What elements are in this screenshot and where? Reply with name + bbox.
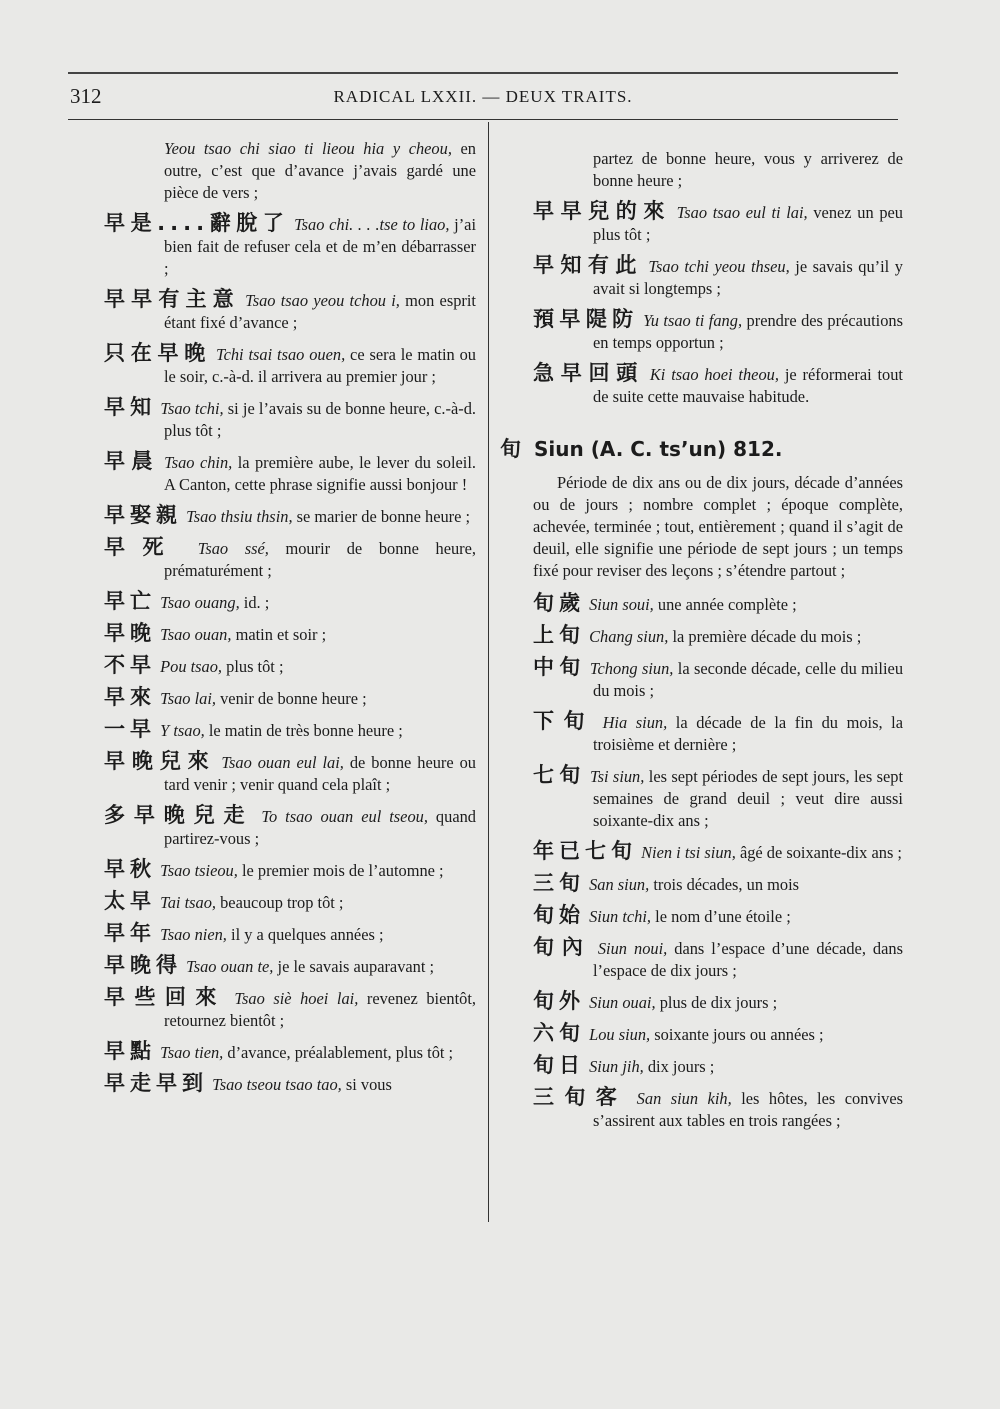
entry-romanization: San siun kih, bbox=[636, 1089, 732, 1108]
dictionary-entry bbox=[533, 710, 903, 756]
dictionary-entry bbox=[104, 954, 476, 978]
entry-gloss: beaucoup trop tôt ; bbox=[220, 893, 344, 912]
dictionary-entry bbox=[104, 986, 476, 1032]
entry-gloss: dans l’espace d’une décade, dans l’espace de dix jours ; bbox=[593, 939, 903, 980]
right-column bbox=[500, 148, 904, 1140]
entry-romanization: Tsi siun, bbox=[590, 767, 645, 786]
dictionary-entry bbox=[533, 362, 903, 408]
header-rule bbox=[68, 119, 898, 120]
entry-gloss: se marier de bonne heure ; bbox=[296, 507, 471, 526]
entry-hanzi: 早知有此 bbox=[533, 253, 643, 277]
entry-romanization: Tsao ouan eul lai, bbox=[221, 753, 344, 772]
entry-gloss: mon esprit étant fixé d’avance ; bbox=[164, 291, 476, 332]
entry-romanization: Siun tchi, bbox=[589, 907, 652, 926]
dictionary-entry bbox=[533, 254, 903, 300]
dictionary-entry bbox=[104, 686, 476, 710]
dictionary-entry bbox=[104, 654, 476, 678]
page-header bbox=[68, 84, 898, 114]
entry-gloss: le premier mois de l’automne ; bbox=[241, 861, 444, 880]
dictionary-entry bbox=[104, 536, 476, 582]
entry-gloss: mourir de bonne heure, prématurément ; bbox=[164, 539, 476, 580]
entry-hanzi: 旬歲 bbox=[533, 591, 585, 615]
entry-gloss: prendre des précautions en temps opportun ; bbox=[593, 311, 903, 352]
entry-gloss: ce sera le matin ou le soir, c.-à-d. il arrivera au premier jour ; bbox=[164, 345, 477, 386]
entry-hanzi: 早年 bbox=[104, 921, 156, 945]
entry-romanization: Tchong siun, bbox=[589, 659, 674, 678]
dictionary-entry bbox=[104, 1040, 476, 1064]
entry-gloss: si vous bbox=[345, 1075, 392, 1094]
entry-romanization: Tsao tsao yeou tchou i, bbox=[245, 291, 400, 310]
section-heading bbox=[500, 438, 903, 460]
entry-romanization: Tsao tsao eul ti lai, bbox=[676, 203, 808, 222]
dictionary-entry bbox=[533, 656, 903, 702]
dictionary-entry bbox=[533, 872, 903, 896]
entry-gloss: les hôtes, les convives s’assirent aux tables en trois rangées ; bbox=[593, 1089, 904, 1130]
dictionary-entry bbox=[533, 308, 903, 354]
entry-gloss: la première aube, le lever du soleil. A Canton, cette phrase signifie aussi bonjour ! bbox=[164, 453, 477, 494]
entry-romanization: Tsao tsieou, bbox=[160, 861, 238, 880]
dictionary-entry bbox=[104, 804, 476, 850]
section-definition: Période de dix ans ou de dix jours, décade d’années ou de jours ; nombre complet ; époque complète, achevée, terminée ; tout, entièrement ; quand il s’agit de deuil, elle signifie une période de sept jours ; un temps fixé pour reviser des leçons ; s’étendre partout ; bbox=[533, 473, 903, 580]
entry-gloss: trois décades, un mois bbox=[653, 875, 799, 894]
entry-gloss: plus de dix jours ; bbox=[659, 993, 778, 1012]
entry-hanzi: 六旬 bbox=[533, 1021, 585, 1045]
dictionary-entry bbox=[533, 990, 903, 1014]
entry-hanzi: 早早有主意 bbox=[104, 287, 240, 311]
entry-gloss: soixante jours ou années ; bbox=[654, 1025, 824, 1044]
entry-hanzi: 旬始 bbox=[533, 903, 585, 927]
dictionary-entry bbox=[104, 718, 476, 742]
entry-hanzi: 早些回來 bbox=[104, 985, 226, 1009]
entry-romanization: Nien i tsi siun, bbox=[641, 843, 736, 862]
entry-hanzi: 早晚兒來 bbox=[104, 749, 216, 773]
dictionary-entry bbox=[104, 890, 476, 914]
entry-hanzi: 早是....辭脫了 bbox=[104, 211, 290, 235]
entry-romanization: Tsao tseou tsao tao, bbox=[212, 1075, 342, 1094]
dictionary-entry bbox=[533, 840, 903, 864]
entry-romanization: Yeou tsao chi siao ti lieou hia y cheou, bbox=[164, 139, 452, 158]
dictionary-entry bbox=[104, 504, 476, 528]
entry-gloss: je le savais auparavant ; bbox=[277, 957, 435, 976]
entry-romanization: Yu tsao ti fang, bbox=[643, 311, 743, 330]
dictionary-entry bbox=[104, 138, 476, 204]
page-number: 312 bbox=[70, 84, 102, 108]
entry-hanzi: 三旬客 bbox=[533, 1085, 628, 1109]
entry-romanization: San siun, bbox=[589, 875, 650, 894]
entry-romanization: Pou tsao, bbox=[160, 657, 223, 676]
dictionary-entry bbox=[533, 1086, 903, 1132]
entry-gloss: en outre, c’est que d’avance j’avais gardé une pièce de vers ; bbox=[164, 139, 477, 202]
entry-romanization: Y tsao, bbox=[160, 721, 205, 740]
entry-romanization: Lou siun, bbox=[589, 1025, 651, 1044]
entry-gloss: j’ai bien fait de refuser cela et de m’en débarrasser ; bbox=[164, 215, 476, 278]
entry-hanzi: 早亡 bbox=[104, 589, 156, 613]
dictionary-entry bbox=[104, 212, 476, 280]
entry-romanization: Chang siun, bbox=[589, 627, 669, 646]
entry-gloss: les sept périodes de sept jours, les sept semaines de grand deuil ; veut dire aussi soixante-dix ans ; bbox=[593, 767, 904, 830]
dictionary-entry bbox=[104, 450, 476, 496]
entry-gloss: la décade de la fin du mois, la troisième et dernière ; bbox=[593, 713, 903, 754]
dictionary-entry bbox=[533, 936, 903, 982]
entry-hanzi: 早秋 bbox=[104, 857, 156, 881]
entry-hanzi: 早娶親 bbox=[104, 503, 182, 527]
entry-romanization: Tsao ssé, bbox=[197, 539, 269, 558]
entry-hanzi: 急早回頭 bbox=[533, 361, 644, 385]
dictionary-entry bbox=[533, 624, 903, 648]
entry-romanization: Tsao ouang, bbox=[160, 593, 240, 612]
entry-gloss: je savais qu’il y avait si longtemps ; bbox=[593, 257, 903, 298]
entry-gloss: il y a quelques années ; bbox=[231, 925, 384, 944]
dictionary-entry bbox=[533, 1022, 903, 1046]
entry-hanzi: 旬內 bbox=[533, 935, 591, 959]
entry-gloss: dix jours ; bbox=[647, 1057, 715, 1076]
right-entries bbox=[533, 148, 903, 408]
entry-romanization: Tsao chin, bbox=[164, 453, 233, 472]
entry-romanization: Tsao chi. . . .tse to liao, bbox=[294, 215, 450, 234]
dictionary-entry bbox=[104, 396, 476, 442]
entry-romanization: Tsao tchi, bbox=[160, 399, 224, 418]
entry-romanization: Tsao thsiu thsin, bbox=[186, 507, 293, 526]
entry-hanzi: 早死 bbox=[104, 535, 182, 559]
entry-hanzi: 早晚得 bbox=[104, 953, 182, 977]
dictionary-entry bbox=[104, 288, 476, 334]
entry-gloss: id. ; bbox=[243, 593, 270, 612]
running-head: RADICAL LXXII. — DEUX TRAITS. bbox=[333, 87, 633, 106]
dictionary-entry bbox=[533, 592, 903, 616]
entry-romanization: Tsao nien, bbox=[160, 925, 227, 944]
entry-gloss: plus tôt ; bbox=[226, 657, 284, 676]
entry-hanzi: 旬外 bbox=[533, 989, 585, 1013]
entry-romanization: Ki tsao hoei theou, bbox=[649, 365, 779, 384]
top-rule bbox=[68, 72, 898, 74]
entry-gloss: d’avance, préalablement, plus tôt ; bbox=[227, 1043, 454, 1062]
entry-gloss: revenez bientôt, retournez bientôt ; bbox=[164, 989, 476, 1030]
entry-romanization: To tsao ouan eul tseou, bbox=[261, 807, 428, 826]
entry-gloss: le matin de très bonne heure ; bbox=[208, 721, 403, 740]
section-heading-text: Siun (A. C. ts’un) 812. bbox=[534, 437, 783, 461]
entry-hanzi: 早晨 bbox=[104, 449, 159, 473]
dictionary-entry bbox=[104, 1072, 476, 1096]
entry-romanization: Tsao siè hoei lai, bbox=[234, 989, 359, 1008]
entry-hanzi: 年已七旬 bbox=[533, 839, 637, 863]
entry-romanization: Tsao tien, bbox=[160, 1043, 224, 1062]
section-entries bbox=[533, 592, 903, 1132]
entry-hanzi: 七旬 bbox=[533, 763, 586, 787]
entry-hanzi: 一早 bbox=[104, 717, 156, 741]
entry-romanization: Siun jih, bbox=[589, 1057, 644, 1076]
entry-romanization: Tsao ouan, bbox=[160, 625, 232, 644]
entry-gloss: venez un peu plus tôt ; bbox=[593, 203, 904, 244]
dictionary-entry bbox=[533, 200, 903, 246]
entry-gloss: la première décade du mois ; bbox=[672, 627, 862, 646]
entry-hanzi: 上旬 bbox=[533, 623, 585, 647]
dictionary-entry bbox=[104, 342, 476, 388]
entry-hanzi: 早來 bbox=[104, 685, 156, 709]
entry-gloss: quand partirez-vous ; bbox=[164, 807, 476, 848]
entry-hanzi: 早晚 bbox=[104, 621, 156, 645]
dictionary-entry bbox=[104, 750, 476, 796]
dictionary-entry bbox=[104, 590, 476, 614]
entry-hanzi: 下旬 bbox=[533, 709, 594, 733]
entry-hanzi: 早早兒的來 bbox=[533, 199, 671, 223]
dictionary-entry bbox=[104, 622, 476, 646]
entry-romanization: Siun soui, bbox=[589, 595, 654, 614]
dictionary-entry bbox=[104, 922, 476, 946]
entry-gloss: une année complète ; bbox=[657, 595, 797, 614]
entry-hanzi: 預早隄防 bbox=[533, 307, 639, 331]
entry-hanzi: 不早 bbox=[104, 653, 156, 677]
entry-hanzi: 早知 bbox=[104, 395, 157, 419]
dictionary-entry bbox=[533, 764, 903, 832]
entry-gloss: âgé de soixante-dix ans ; bbox=[739, 843, 902, 862]
entry-hanzi: 早點 bbox=[104, 1039, 156, 1063]
entry-romanization: Tsao tchi yeou thseu, bbox=[648, 257, 790, 276]
entry-hanzi: 太早 bbox=[104, 889, 156, 913]
entry-gloss: partez de bonne heure, vous y arriverez de bonne heure ; bbox=[593, 149, 903, 190]
section-heading-hanzi: 旬 bbox=[500, 437, 526, 461]
column-divider bbox=[488, 122, 489, 1222]
entry-romanization: Tchi tsai tsao ouen, bbox=[215, 345, 346, 364]
entry-gloss: le nom d’une étoile ; bbox=[655, 907, 791, 926]
dictionary-entry bbox=[533, 904, 903, 928]
entry-gloss: venir de bonne heure ; bbox=[220, 689, 367, 708]
entry-romanization: Hia siun, bbox=[602, 713, 668, 732]
entry-romanization: Tsao ouan te, bbox=[186, 957, 274, 976]
entry-gloss: matin et soir ; bbox=[235, 625, 327, 644]
entry-hanzi: 旬日 bbox=[533, 1053, 585, 1077]
left-column bbox=[104, 138, 476, 1104]
entry-gloss: la seconde décade, celle du milieu du mois ; bbox=[593, 659, 904, 700]
dictionary-entry bbox=[533, 148, 903, 192]
dictionary-entry bbox=[533, 1054, 903, 1078]
entry-hanzi: 早走早到 bbox=[104, 1071, 208, 1095]
entry-hanzi: 三旬 bbox=[533, 871, 585, 895]
entry-gloss: je réformerai tout de suite cette mauvaise habitude. bbox=[593, 365, 903, 406]
entry-romanization: Siun noui, bbox=[597, 939, 668, 958]
entry-hanzi: 中旬 bbox=[533, 655, 586, 679]
entry-hanzi: 只在早晚 bbox=[104, 341, 212, 365]
entry-gloss: de bonne heure ou tard venir ; venir quand cela plaît ; bbox=[164, 753, 477, 794]
entry-romanization: Tai tsao, bbox=[160, 893, 216, 912]
entry-gloss: si je l’avais su de bonne heure, c.-à-d. plus tôt ; bbox=[164, 399, 476, 440]
entry-romanization: Siun ouai, bbox=[589, 993, 656, 1012]
entry-hanzi: 多早晚兒走 bbox=[104, 803, 254, 827]
entry-romanization: Tsao lai, bbox=[160, 689, 216, 708]
dictionary-entry bbox=[104, 858, 476, 882]
